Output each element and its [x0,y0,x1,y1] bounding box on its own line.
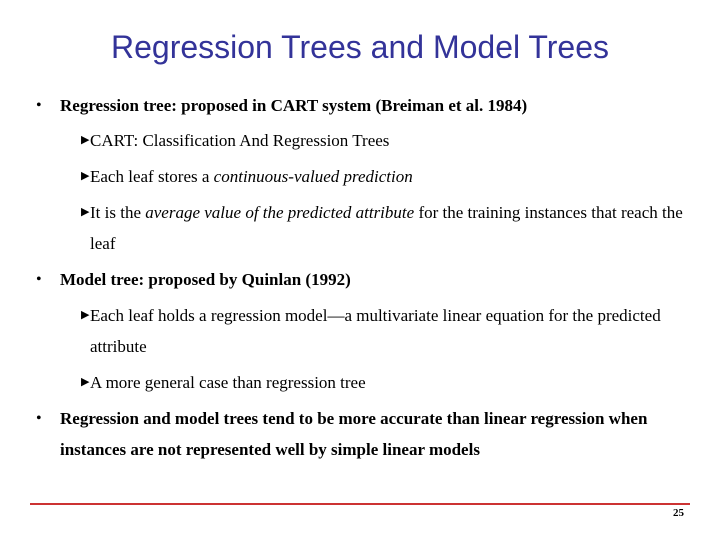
sub-bullet-average-value [81,197,694,259]
triangle-arrow-icon: ▶ [81,134,90,146]
sub-bullet-text: It is the average value of the predicted attribute for the training instances that reach the leaf [90,203,683,253]
bullet-dot-icon: • [36,97,42,114]
triangle-arrow-icon: ▶ [81,206,90,218]
bullet-text: Regression tree: proposed in CART system (Breiman et al. 1984) [60,96,528,115]
triangle-arrow-icon: ▶ [81,309,90,321]
bullet-text: Model tree: proposed by Quinlan (1992) [60,270,351,289]
footer-rule [30,503,690,505]
sub-bullet-cart [81,125,694,156]
sub-bullet-text: A more general case than regression tree [90,373,366,392]
slide-title: Regression Trees and Model Trees [110,29,610,65]
sub-bullet-leaf-model [81,300,694,362]
bullet-regression-tree [36,90,676,121]
bullet-accuracy [36,403,676,465]
bullet-text: Regression and model trees tend to be more accurate than linear regression when instances are not represented well by simple linear models [60,409,648,459]
sub-bullet-leaf-stores [81,161,694,192]
sub-bullet-text: CART: Classification And Regression Trees [90,131,390,150]
page-number: 25 [673,507,684,519]
triangle-arrow-icon: ▶ [81,170,90,182]
sub-bullet-text: Each leaf holds a regression model—a multivariate linear equation for the predicted attribute [90,306,661,356]
sub-bullet-general-case [81,367,694,398]
bullet-dot-icon: • [36,271,42,288]
bullet-dot-icon: • [36,410,42,427]
emphasis-text: continuous-valued prediction [213,167,413,186]
bullet-model-tree [36,264,676,295]
triangle-arrow-icon: ▶ [81,376,90,388]
sub-bullet-text: Each leaf stores a continuous-valued prediction [90,167,413,186]
emphasis-text: average value of the predicted attribute [145,203,415,222]
